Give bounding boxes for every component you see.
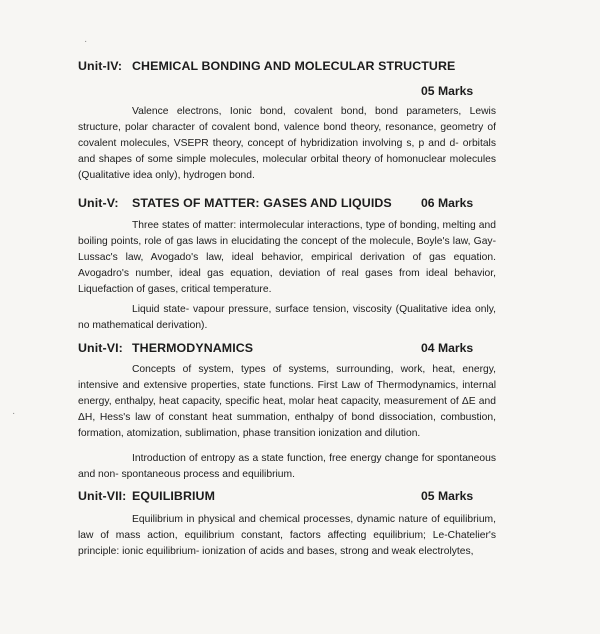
unit-v-paragraph-2-text: Liquid state- vapour pressure, surface tension, viscosity (Qualitative idea only, no mathematical derivation).: [78, 304, 496, 331]
unit-v-title: STATES OF MATTER: GASES AND LIQUIDS: [132, 196, 392, 210]
unit-iv-number: Unit-IV:: [78, 59, 123, 73]
unit-vi-number: Unit-VI:: [78, 341, 123, 355]
scan-speck: ·: [12, 408, 16, 419]
unit-v-paragraph-1: [78, 218, 496, 298]
unit-vii-paragraph-text: Equilibrium in physical and chemical processes, dynamic nature of equilibrium, law of mass action, equilibrium constant, factors affecting equilibrium; Le-Chatelier's principle: ionic equilibrium- ionization of acids and bases, strong and weak electrolytes,: [78, 514, 496, 557]
unit-vi-marks: 04 Marks: [421, 341, 474, 355]
scan-speck: ·: [84, 36, 88, 47]
unit-vi-paragraph-1: [78, 362, 496, 442]
unit-vi-title: THERMODYNAMICS: [132, 341, 254, 355]
unit-vi-paragraph-2-text: Introduction of entropy as a state function, free energy change for spontaneous and non- spontaneous process and equilibrium.: [78, 453, 496, 480]
unit-vii-heading: [78, 489, 478, 503]
unit-v-marks: 06 Marks: [421, 196, 474, 210]
unit-vii-paragraph: [78, 512, 496, 560]
unit-iv-title: CHEMICAL BONDING AND MOLECULAR STRUCTURE: [132, 59, 456, 73]
unit-vii-number: Unit-VII:: [78, 489, 127, 503]
unit-iv-marks: 05 Marks: [421, 84, 474, 98]
unit-iv-paragraph-text: Valence electrons, Ionic bond, covalent bond, bond parameters, Lewis structure, polar character of covalent bond, valence bond theory, resonance, geometry of covalent molecules, VSEPR theory, concept of hybridization involving s, p and d- orbitals and shapes of some simple molecules, molecular orbital theory of homonuclear molecules (Qualitative idea only), hydrogen bond.: [78, 106, 496, 181]
unit-v-number: Unit-V:: [78, 196, 119, 210]
unit-vii-title: EQUILIBRIUM: [132, 489, 216, 503]
unit-vii-marks: 05 Marks: [421, 489, 474, 503]
unit-v-heading: [78, 196, 478, 210]
unit-v-paragraph-2: [78, 302, 496, 334]
unit-vi-paragraph-1-text: Concepts of system, types of systems, surrounding, work, heat, energy, intensive and extensive properties, state functions. First Law of Thermodynamics, internal energy, enthalpy, heat capacity, specific heat, molar heat capacity, measurement of ΔE and ΔH, Hess's law of constant heat summation, enthalpy of bond dissociation, combustion, formation, atomization, sublimation, phase transition ionization and dilution.: [78, 364, 496, 439]
unit-iv-heading: [78, 59, 478, 73]
unit-vi-heading: [78, 341, 478, 355]
unit-iv-paragraph: [78, 104, 496, 184]
unit-v-paragraph-1-text: Three states of matter: intermolecular interactions, type of bonding, melting and boiling points, role of gas laws in elucidating the concept of the molecule, Boyle's law, Gay- Lussac's law, Avogado's law, ideal behavior, empirical derivation of gas equation. Avogadro's number, ideal gas equation, deviation of real gases from ideal behavior, Liquefaction of gases, critical temperature.: [78, 220, 496, 295]
unit-vi-paragraph-2: [78, 451, 496, 483]
